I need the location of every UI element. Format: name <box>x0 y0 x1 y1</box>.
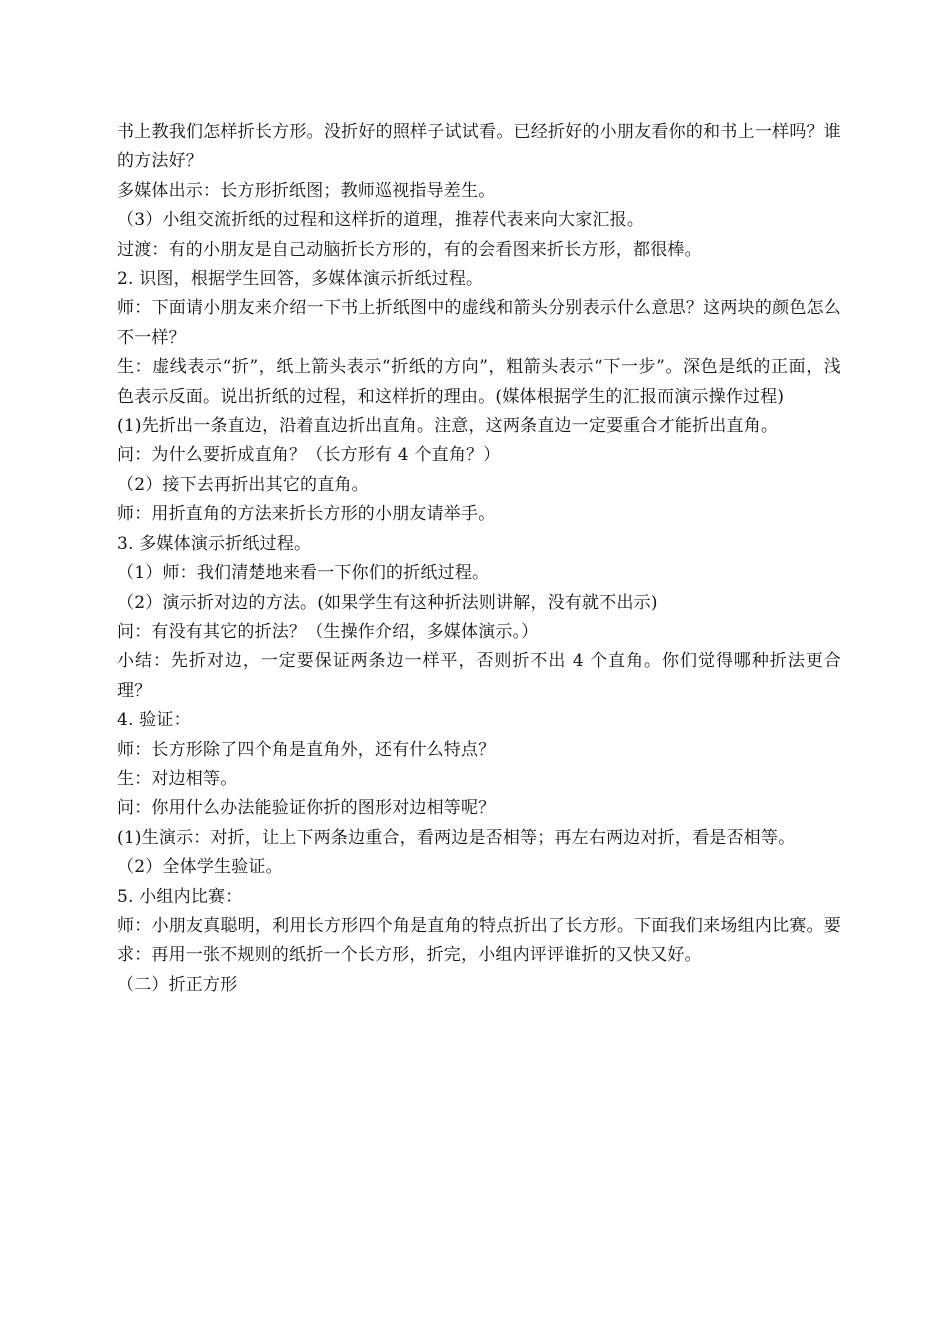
paragraph: 2. 识图，根据学生回答，多媒体演示折纸过程。 <box>117 269 484 290</box>
paragraph: 书上教我们怎样折长方形。没折好的照样子试试看。已经折好的小朋友看你的和书上一样吗？谁的方法好？ <box>117 122 841 172</box>
paragraph: （2）演示折对边的方法。(如果学生有这种折法则讲解，没有就不出示) <box>117 592 658 613</box>
paragraph: 问：你用什么办法能验证你折的图形对边相等呢？ <box>117 798 496 819</box>
paragraph: 师：用折直角的方法来折长方形的小朋友请举手。 <box>117 504 496 525</box>
paragraph: 过渡：有的小朋友是自己动脑折长方形的，有的会看图来折长方形，都很棒。 <box>117 239 702 260</box>
paragraph: 3. 多媒体演示折纸过程。 <box>117 533 312 554</box>
paragraph: （1）师：我们清楚地来看一下你们的折纸过程。 <box>117 563 490 584</box>
paragraph: 多媒体出示：长方形折纸图；教师巡视指导差生。 <box>117 180 496 201</box>
paragraph: （3）小组交流折纸的过程和这样折的道理，推荐代表来向大家汇报。 <box>117 210 645 231</box>
paragraph: 师：小朋友真聪明，利用长方形四个角是直角的特点折出了长方形。下面我们来场组内比赛。要求：再用一张不规则的纸折一个长方形，折完，小组内评评谁折的又快又好。 <box>117 915 841 966</box>
paragraph: 师：下面请小朋友来介绍一下书上折纸图中的虚线和箭头分别表示什么意思？这两块的颜色怎么不一样？ <box>117 298 841 348</box>
paragraph: 生：对边相等。 <box>117 768 238 789</box>
paragraph: （二）折正方形 <box>117 974 238 995</box>
paragraph: 4. 验证： <box>117 710 191 731</box>
paragraph: 生：虚线表示“折”，纸上箭头表示“折纸的方向”，粗箭头表示“下一步”。深色是纸的正面，浅色表示反面。说出折纸的过程，和这样折的理由。(媒体根据学生的汇报而演示操作过程) <box>117 357 841 407</box>
paragraph: 师：长方形除了四个角是直角外，还有什么特点？ <box>117 739 496 760</box>
paragraph: 问：为什么要折成直角？（长方形有 4 个直角？） <box>117 445 501 466</box>
paragraph: 问：有没有其它的折法？（生操作介绍，多媒体演示。） <box>117 621 539 642</box>
paragraph: （2）全体学生验证。 <box>117 857 283 878</box>
paragraph: （2）接下去再折出其它的直角。 <box>117 474 369 495</box>
paragraph: (1)先折出一条直边，沿着直边折出直角。注意，这两条直边一定要重合才能折出直角。 <box>117 416 779 437</box>
paragraph: 小结：先折对边，一定要保证两条边一样平，否则折不出 4 个直角。你们觉得哪种折法更合理？ <box>117 651 841 701</box>
document-body <box>117 118 841 1000</box>
paragraph: 5. 小组内比赛： <box>117 886 243 907</box>
paragraph: (1)生演示：对折，让上下两条边重合，看两边是否相等；再左右两边对折，看是否相等。 <box>117 827 796 848</box>
